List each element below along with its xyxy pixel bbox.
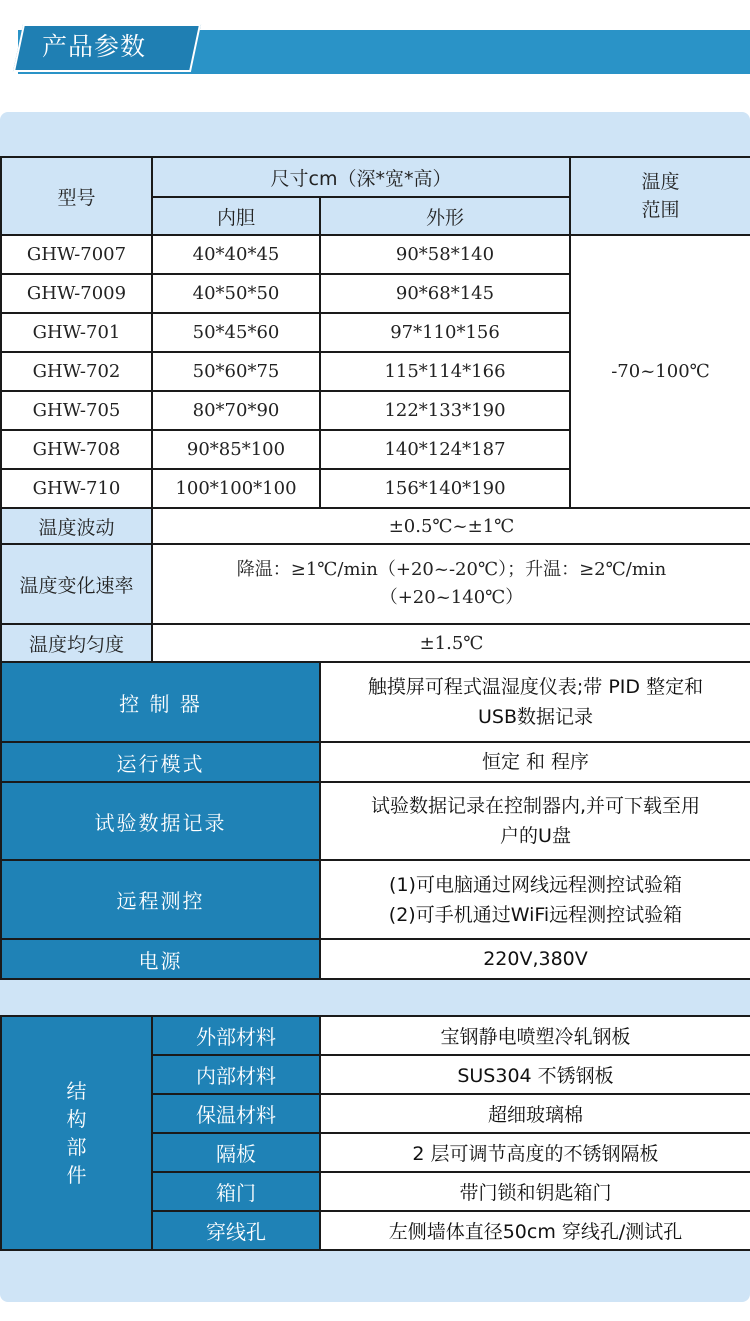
inner-cell: 80*70*90 [152, 391, 320, 430]
table-row [1, 939, 750, 979]
table-row [1, 782, 750, 860]
rate-value-line1: 降温：≥1℃/min（+20~-20℃）；升温：≥2℃/min [236, 559, 667, 580]
outer-cell: 156*140*190 [320, 469, 570, 508]
outer-cell: 122*133*190 [320, 391, 570, 430]
controller-value: 触摸屏可程式温湿度仪表;带 PID 整定和 USB数据记录 [320, 662, 750, 742]
controller-label: 控 制 器 [1, 662, 320, 742]
door-value: 带门锁和钥匙箱门 [320, 1172, 750, 1211]
inner-cell: 50*60*75 [152, 352, 320, 391]
model-cell: GHW-708 [1, 430, 152, 469]
insulation-label: 保温材料 [152, 1094, 320, 1133]
table-row [1, 662, 750, 742]
table-row [1, 860, 750, 939]
rate-label: 温度变化速率 [1, 544, 152, 624]
model-header: 型号 [1, 157, 152, 235]
model-cell: GHW-7009 [1, 274, 152, 313]
model-cell: GHW-702 [1, 352, 152, 391]
outer-material-value: 宝钢静电喷塑冷轧钢板 [320, 1016, 750, 1055]
inner-cell: 50*45*60 [152, 313, 320, 352]
table-row [1, 235, 750, 274]
model-cell: GHW-710 [1, 469, 152, 508]
page-title: 产品参数 [42, 32, 147, 61]
cable-hole-value: 左侧墙体直径50cm 穿线孔/测试孔 [320, 1211, 750, 1250]
data-record-label: 试验数据记录 [1, 782, 320, 860]
outer-cell: 90*68*145 [320, 274, 570, 313]
outer-cell: 115*114*166 [320, 352, 570, 391]
uniformity-label: 温度均匀度 [1, 624, 152, 662]
temp-range-header: 温度 范围 [570, 157, 750, 235]
cable-hole-label: 穿线孔 [152, 1211, 320, 1250]
structure-side-label [1, 1016, 152, 1250]
run-mode-value: 恒定 和 程序 [320, 742, 750, 782]
spec-table [0, 156, 750, 663]
model-cell: GHW-705 [1, 391, 152, 430]
table-row [1, 1016, 750, 1055]
insulation-value: 超细玻璃棉 [320, 1094, 750, 1133]
structure-table [0, 1015, 750, 1251]
shelf-value: 2 层可调节高度的不锈钢隔板 [320, 1133, 750, 1172]
outer-material-label: 外部材料 [152, 1016, 320, 1055]
outer-cell: 140*124*187 [320, 430, 570, 469]
uniformity-value: ±1.5℃ [152, 624, 750, 662]
inner-cell: 40*40*45 [152, 235, 320, 274]
inner-material-value: SUS304 不锈钢板 [320, 1055, 750, 1094]
model-cell: GHW-701 [1, 313, 152, 352]
temp-range-value: -70~100℃ [570, 235, 750, 508]
rate-value-line2: （+20~140℃） [379, 587, 524, 608]
inner-material-label: 内部材料 [152, 1055, 320, 1094]
inner-cell: 40*50*50 [152, 274, 320, 313]
shelf-label: 隔板 [152, 1133, 320, 1172]
outer-cell: 97*110*156 [320, 313, 570, 352]
size-header: 尺寸cm（深*宽*高） [152, 157, 570, 197]
data-record-value: 试验数据记录在控制器内,并可下载至用 户的U盘 [320, 782, 750, 860]
run-mode-label: 运行模式 [1, 742, 320, 782]
model-cell: GHW-7007 [1, 235, 152, 274]
fluctuation-label: 温度波动 [1, 508, 152, 544]
power-value: 220V,380V [320, 939, 750, 979]
inner-cell: 90*85*100 [152, 430, 320, 469]
control-table [0, 661, 750, 980]
structure-side-text: 结构部件 [66, 1079, 87, 1187]
rate-value [152, 544, 750, 624]
fluctuation-value: ±0.5℃~±1℃ [152, 508, 750, 544]
remote-control-value: (1)可电脑通过网线远程测控试验箱 (2)可手机通过WiFi远程测控试验箱 [320, 860, 750, 939]
inner-cell: 100*100*100 [152, 469, 320, 508]
inner-header: 内胆 [152, 197, 320, 235]
outer-header: 外形 [320, 197, 570, 235]
table-row [1, 742, 750, 782]
remote-control-label: 远程测控 [1, 860, 320, 939]
door-label: 箱门 [152, 1172, 320, 1211]
power-label: 电源 [1, 939, 320, 979]
outer-cell: 90*58*140 [320, 235, 570, 274]
